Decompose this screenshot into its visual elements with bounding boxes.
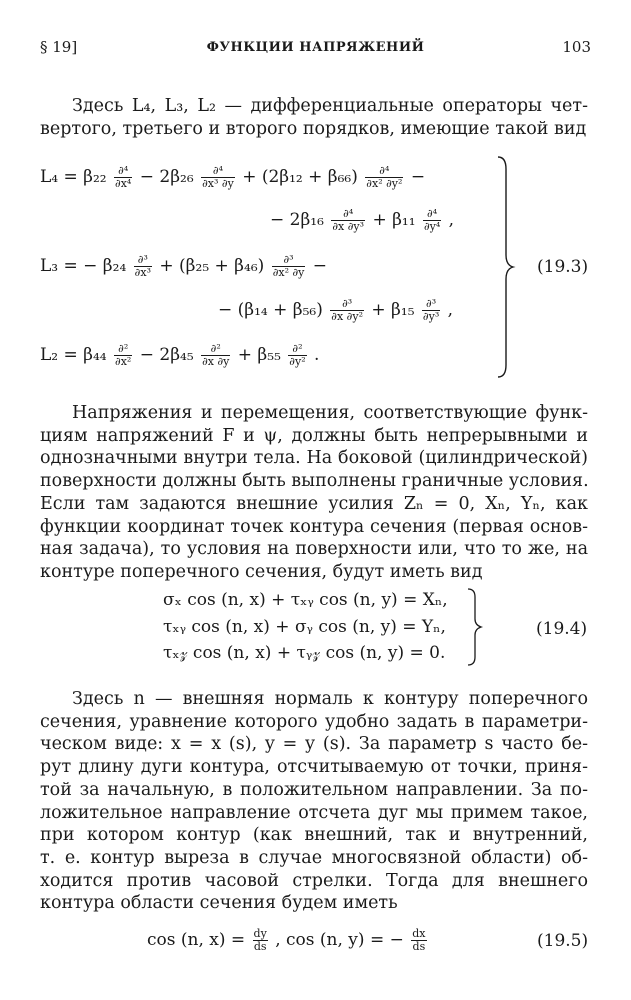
text-line: циям напряжений F и ψ, должны быть непрерывными и	[40, 425, 588, 446]
text-line: при котором контур (как внешний, так и внутренний,	[40, 825, 588, 846]
paragraph-normal	[40, 688, 588, 915]
eq-term: − (β₁₄ + β₅₆)	[218, 300, 323, 320]
text-line: поверхности должны быть выполнены граничные условия.	[40, 471, 589, 492]
section-marker: § 19]	[40, 38, 78, 56]
eq-term: + β₁₅	[371, 300, 415, 320]
running-title: ФУНКЦИИ НАПРЯЖЕНИЙ	[206, 40, 425, 55]
eq-term: ,	[448, 210, 455, 230]
text-line: рут длину дуги контура, отсчитываемую от точки, приня-	[40, 757, 588, 778]
eq-term: + (β₂₅ + β₄₆)	[159, 256, 265, 276]
eq-term: −	[312, 256, 328, 276]
eq-term: ,	[447, 300, 454, 320]
eq-term: − 2β₂₆	[139, 167, 194, 187]
equation-number: (19.4)	[536, 619, 588, 639]
text-line: вертого, третьего и второго порядков, имеющие такой вид	[40, 118, 587, 139]
eq-line: τₓᵧ cos (n, x) + σᵧ cos (n, y) = Yₙ,	[163, 617, 446, 637]
page-number: 103	[562, 38, 591, 56]
text-line: ная задача), то условия на поверхности или, что то же, на	[40, 539, 588, 560]
eq-term: , cos (n, y) = −	[275, 930, 404, 950]
text-line: контура области сечения будем иметь	[40, 893, 398, 914]
equation-19-5	[147, 928, 429, 953]
right-brace	[496, 155, 516, 380]
eq-term: cos (n, x) =	[147, 930, 246, 950]
text-line: ложительное направление отсчета дуг мы примем такое,	[40, 802, 588, 823]
fraction: $\frac{\text{∂⁴}}{\text{∂x⁴}}$	[115, 164, 132, 190]
fraction: $\frac{\text{∂⁴}}{\text{∂x³ ∂y}}$	[202, 164, 234, 190]
eq-l2-line	[40, 343, 319, 368]
eq-term: L₂ = β₄₄	[40, 345, 107, 365]
text-line: т. е. контур выреза в случае многосвязной области) об-	[40, 847, 588, 868]
fraction: $\frac{\text{∂⁴}}{\text{∂x² ∂y²}}$	[366, 164, 403, 190]
paragraph-intro	[40, 95, 588, 140]
fraction: $\frac{\text{∂²}}{\text{∂x²}}$	[115, 342, 132, 368]
text-line: контуре поперечного сечения, будут иметь вид	[40, 561, 483, 582]
eq-l3-line2	[218, 298, 453, 323]
eq-term: .	[314, 345, 320, 365]
text-line: ходится против часовой стрелки. Тогда для внешнего	[40, 870, 588, 891]
fraction: $\frac{dy}{ds}$	[253, 927, 267, 953]
text-line: функции координат точек контура сечения (первая основ-	[40, 516, 588, 537]
text-line: ческом виде: x = x (s), y = y (s). За параметр s часто бе-	[40, 734, 588, 755]
text-line: однозначными внутри тела. На боковой (цилиндрической)	[40, 448, 588, 469]
fraction: $\frac{dx}{ds}$	[412, 927, 426, 953]
right-brace	[466, 587, 486, 667]
eq-l4-line1	[40, 165, 425, 190]
equation-number: (19.3)	[537, 257, 589, 277]
eq-term: −	[410, 167, 426, 187]
fraction: $\frac{\text{∂²}}{\partial x \partial y}$	[202, 342, 230, 368]
eq-term: L₄ = β₂₂	[40, 167, 107, 187]
fraction: $\frac{\text{∂³}}{\text{∂x ∂y²}}$	[331, 297, 363, 323]
fraction: $\frac{\text{∂³}}{\text{∂x³}}$	[134, 253, 151, 279]
text-line: сечения, уравнение которого удобно задать в параметри-	[40, 711, 588, 732]
eq-term: + β₁₁	[372, 210, 416, 230]
text-line: Здесь n — внешняя нормаль к контуру поперечного	[72, 689, 588, 709]
eq-l4-line2	[270, 208, 454, 233]
fraction: $\frac{\text{∂⁴}}{\text{∂x ∂y³}}$	[332, 207, 365, 233]
equation-number: (19.5)	[537, 931, 589, 951]
eq-term: + β₅₅	[237, 345, 281, 365]
eq-term: L₃ = − β₂₄	[40, 256, 127, 276]
eq-term: − 2β₁₆	[270, 210, 324, 230]
eq-line: σₓ cos (n, x) + τₓᵧ cos (n, y) = Xₙ,	[163, 590, 448, 610]
paragraph-boundary-conditions	[40, 402, 588, 584]
text-line: Если там задаются внешние усилия Zₙ = 0, Xₙ, Yₙ, как	[40, 493, 588, 514]
fraction: $\frac{\text{∂³}}{\text{∂x² ∂y}}$	[272, 253, 305, 279]
eq-term: − 2β₄₅	[139, 345, 194, 365]
eq-term: + (2β₁₂ + β₆₆)	[242, 167, 358, 187]
text-line: Напряжения и перемещения, соответствующие функ-	[72, 403, 588, 423]
fraction: $\frac{\text{∂⁴}}{\text{∂y⁴}}$	[423, 207, 441, 233]
eq-l3-line1	[40, 254, 327, 279]
eq-line: τₓ𝓏 cos (n, x) + τᵧ𝓏 cos (n, y) = 0.	[163, 643, 446, 663]
text-line: той за начальную, в положительном направлении. За по-	[40, 779, 588, 800]
fraction: $\frac{\text{∂³}}{\text{∂y³}}$	[422, 297, 440, 323]
text-line: Здесь L₄, L₃, L₂ — дифференциальные операторы чет-	[72, 96, 588, 116]
fraction: $\frac{\text{∂²}}{\text{∂y²}}$	[289, 342, 306, 368]
